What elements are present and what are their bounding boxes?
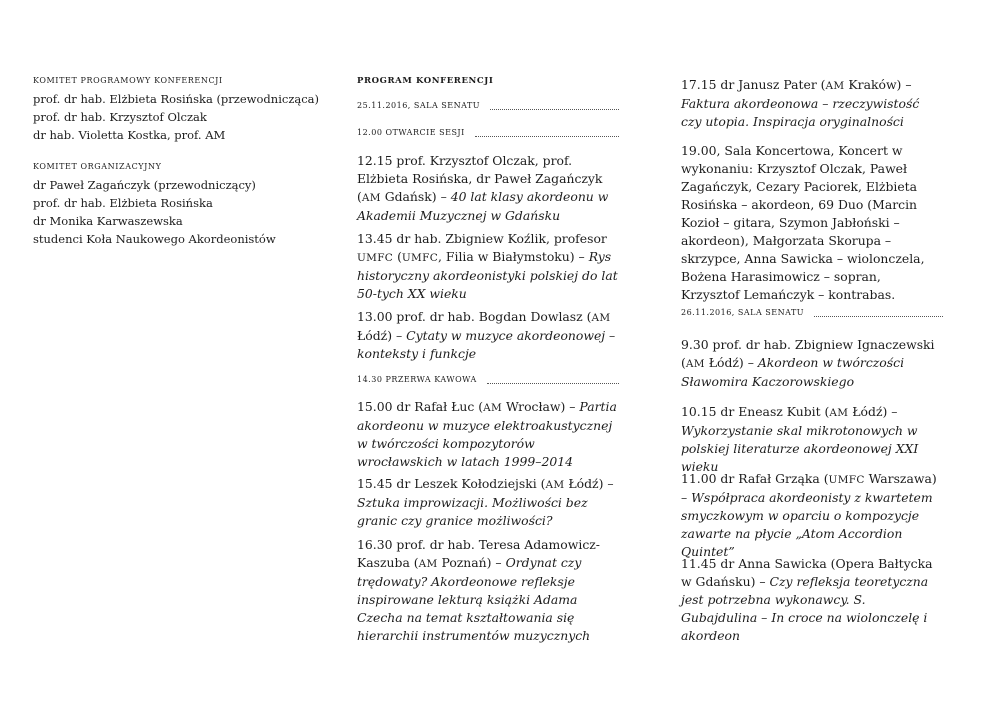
entry-title: – Współpraca akordeonisty z kwartetem smyczkowym w oparciu o kompozycje zawarte na płycie „Atom Accordion Quintet” <box>681 490 933 559</box>
entry-speaker: Łódź) <box>848 404 892 419</box>
program-committee-member: dr hab. Violetta Kostka, prof. AM <box>33 128 226 142</box>
entry-institution: AM <box>361 192 381 204</box>
entry-speaker: 13.00 prof. dr hab. Bogdan Dowlasz ( <box>357 309 592 324</box>
entry-institution: AM <box>829 407 849 419</box>
entry-speaker: 10.15 dr Eneasz Kubit ( <box>681 404 830 419</box>
entry-institution: AM <box>545 479 565 491</box>
day1-label <box>357 101 619 111</box>
entry-speaker: Gdańsk) <box>380 189 441 204</box>
entry-title: – Cytaty w muzyce akordeonowej – konteksty i funkcje <box>357 328 616 361</box>
entry-speaker: 15.45 dr Leszek Kołodziejski ( <box>357 476 546 491</box>
entry-speaker: Wrocław) – <box>502 399 580 414</box>
entry-speaker: Łódź) – <box>704 355 758 370</box>
organizing-committee-heading: KOMITET ORGANIZACYJNY <box>33 162 162 171</box>
entry-institution: UMFC <box>828 474 865 486</box>
entry-speaker: Kraków) – <box>844 77 912 92</box>
program-committee-member: prof. dr hab. Elżbieta Rosińska (przewodnicząca) <box>33 92 320 106</box>
program-entry <box>357 308 619 363</box>
entry-title: Faktura akordeonowa – rzeczywistość czy utopia. Inspiracja oryginalności <box>681 96 920 129</box>
organizing-committee-member: dr Monika Karwaszewska <box>33 214 183 228</box>
entry-speaker: 15.00 dr Rafał Łuc ( <box>357 399 484 414</box>
entry-title: Czy refleksja teoretyczna jest potrzebna wykonawcy. S. Gubajdulina – In croce na wiolonczelę i akordeon <box>681 574 929 643</box>
entry-title: – 40 lat klasy akordeonu w Akademii Muzycznej w Gdańsku <box>357 189 609 223</box>
organizing-committee-member: studenci Koła Naukowego Akordeonistów <box>33 232 276 246</box>
entry-speaker: 17.15 dr Janusz Pater ( <box>681 77 826 92</box>
entry-speaker: 9.30 prof. dr hab. Zbigniew Ignaczewski ( <box>681 337 935 370</box>
entry-title: – Wykorzystanie skal mikrotonowych w polskiej literaturze akordeonowej XXI wieku <box>681 404 919 474</box>
entry-institution: AM <box>591 312 611 324</box>
organizing-committee-member: prof. dr hab. Elżbieta Rosińska <box>33 196 213 210</box>
entry-speaker: 13.45 dr hab. Zbigniew Koźlik, profesor <box>357 231 607 246</box>
day2-label <box>681 308 943 318</box>
entry-speaker: 12.15 prof. Krzysztof Olczak, prof. Elżbieta Rosińska, dr Paweł Zagańczyk ( <box>357 153 603 204</box>
program-heading: PROGRAM KONFERENCJI <box>357 76 494 86</box>
entry-institution: UMFC <box>357 252 394 264</box>
program-entry <box>681 76 943 131</box>
program-entry <box>681 555 943 645</box>
program-entry <box>681 403 943 476</box>
entry-speaker: Łódź) <box>564 476 608 491</box>
entry-institution: AM <box>418 558 438 570</box>
coffee-break-text: 14.30 PRZERWA KAWOWA <box>357 375 477 384</box>
entry-title: – Sztuka improwizacji. Możliwości bez granic czy granice możliwości? <box>357 476 614 528</box>
coffee-break-label <box>357 375 619 385</box>
entry-speaker: Warszawa) <box>864 471 937 486</box>
entry-title: Rys historyczny akordeonistyki polskiej do lat 50-tych XX wieku <box>357 249 618 301</box>
entry-speaker: Poznań) – <box>437 555 506 570</box>
leader-dots <box>475 136 619 137</box>
leader-dots <box>814 316 943 317</box>
entry-speaker: 11.45 dr Anna Sawicka (Opera Bałtycka w Gdańsku) – <box>681 556 933 589</box>
entry-speaker: 16.30 prof. dr hab. Teresa Adamowicz-Kaszuba ( <box>357 537 600 570</box>
day1-label-text: 25.11.2016, SALA SENATU <box>357 101 481 110</box>
entry-title: Ordynat czy trędowaty? Akordeonowe refleksje inspirowane lekturą książki Adama Czecha na temat kształtowania się hierarchii instrumentów muzycznych <box>357 555 591 643</box>
session-opening-text: 12.00 OTWARCIE SESJI <box>357 128 465 137</box>
organizing-committee-member: dr Paweł Zagańczyk (przewodniczący) <box>33 178 256 192</box>
entry-speaker: 11.00 dr Rafał Grząka ( <box>681 471 829 486</box>
program-committee-member: prof. dr hab. Krzysztof Olczak <box>33 110 207 124</box>
program-entry <box>357 152 619 225</box>
entry-title: Akordeon w twórczości Sławomira Kaczorowskiego <box>681 355 905 389</box>
session-opening-label <box>357 128 619 138</box>
entry-speaker: Łódź) <box>357 328 396 343</box>
leader-dots <box>487 383 619 384</box>
leader-dots <box>490 109 619 110</box>
program-committee-heading: KOMITET PROGRAMOWY KONFERENCJI <box>33 76 223 85</box>
entry-title: Partia akordeonu w muzyce elektroakustycznej w twórczości kompozytorów wrocławskich w latach 1999–2014 <box>357 399 617 469</box>
program-entry <box>357 475 619 530</box>
program-entry <box>357 398 619 471</box>
day2-label-text: 26.11.2016, SALA SENATU <box>681 308 805 317</box>
entry-speaker: ( <box>393 249 402 264</box>
concert-entry: 19.00, Sala Koncertowa, Koncert w wykonaniu: Krzysztof Olczak, Paweł Zagańczyk, Cezary Paciorek, Elżbieta Rosińska – akordeon, 69 Duo (Marcin Kozioł – gitara, Szymon Jabłoński – akordeon), Małgorzata Skorupa – skrzypce, Anna Sawicka – wiolonczela, Bożena Harasimowicz – sopran, Krzysztof Lemańczyk – kontrabas. <box>681 143 925 302</box>
entry-speaker: , Filia w Białymstoku) – <box>438 249 589 264</box>
program-entry <box>681 336 943 391</box>
program-entry <box>357 230 619 303</box>
program-entry <box>681 470 943 561</box>
entry-institution: AM <box>685 358 705 370</box>
program-entry <box>357 536 619 645</box>
entry-institution: UMFC <box>401 252 439 264</box>
entry-institution: AM <box>483 402 503 414</box>
entry-institution: AM <box>825 80 845 92</box>
